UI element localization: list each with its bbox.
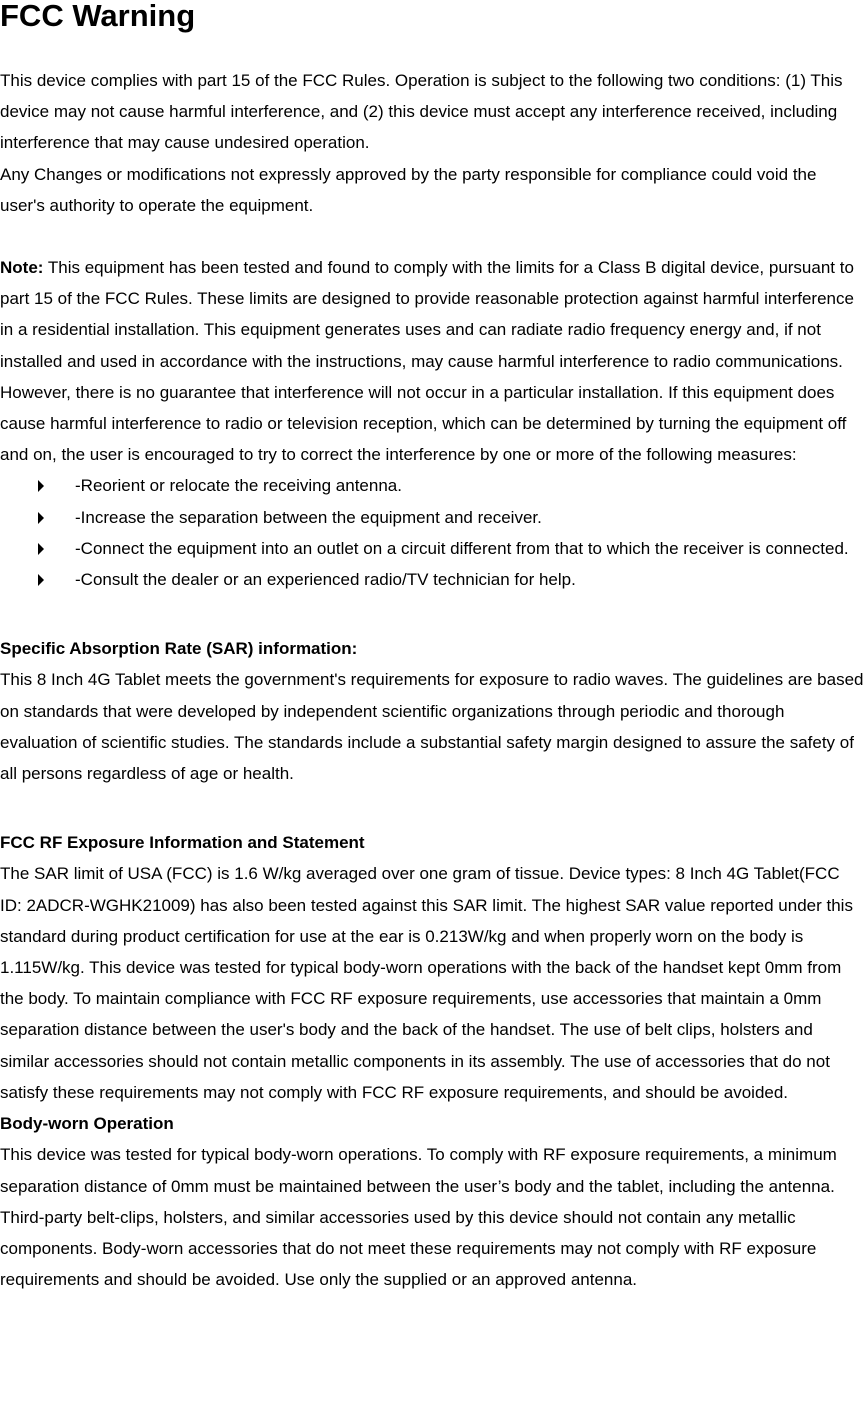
measure-text: -Reorient or relocate the receiving antenna. [75, 476, 402, 496]
list-item [0, 564, 865, 595]
note-label: Note: [0, 258, 44, 278]
note-text: This equipment has been tested and found to comply with the limits for a Class B digital device, pursuant to part 15 of the FCC Rules. These limits are designed to provide reasonable protection against harmful interference in a residential installation. This equipment generates uses and can radiate radio frequency energy and, if not installed and used in accordance with the instructions, may cause harmful interference to radio communications. However, there is no guarantee that interference will not occur in a particular installation. If this equipment does cause harmful interference to radio or television reception, which can be determined by turning the equipment off and on, the user is encouraged to try to correct the interference by one or more of the following measures: [0, 258, 854, 465]
body-worn-paragraph: This device was tested for typical body-worn operations. To comply with RF exposure requirements, a minimum separation distance of 0mm must be maintained between the user’s body and the tablet, including the antenna. Third-party belt-clips, holsters, and similar accessories used by this device should not contain any metallic components. Body-worn accessories that do not meet these requirements may not comply with RF exposure requirements and should be avoided. Use only the supplied or an approved antenna. [0, 1145, 837, 1290]
measure-text: -Increase the separation between the equipment and receiver. [75, 507, 542, 527]
sar-heading: Specific Absorption Rate (SAR) information: [0, 639, 358, 659]
measure-text: -Consult the dealer or an experienced radio/TV technician for help. [75, 570, 576, 590]
intro-conditions-paragraph: This device complies with part 15 of the FCC Rules. Operation is subject to the following two conditions: (1) This device may not cause harmful interference, and (2) this device must accept any interference received, including interference that may cause undesired operation. [0, 71, 843, 153]
spacer [0, 221, 865, 252]
body-worn-heading: Body-worn Operation [0, 1114, 174, 1134]
sar-paragraph: This 8 Inch 4G Tablet meets the government's requirements for exposure to radio waves. The guidelines are based on standards that were developed by independent scientific organizations through periodic and thorough evaluation of scientific studies. The standards include a substantial safety margin designed to assure the safety of all persons regardless of age or health. [0, 670, 864, 784]
rf-exposure-heading: FCC RF Exposure Information and Statement [0, 833, 365, 853]
spacer [0, 31, 865, 65]
measure-text: -Connect the equipment into an outlet on a circuit different from that to which the receiver is connected. [75, 538, 849, 558]
triangle-bullet-icon [38, 512, 44, 524]
spacer [0, 789, 865, 827]
triangle-bullet-icon [38, 480, 44, 492]
intro-changes-paragraph: Any Changes or modifications not expressly approved by the party responsible for compliance could void the user's authority to operate the equipment. [0, 164, 817, 215]
measures-list [0, 470, 865, 595]
triangle-bullet-icon [38, 574, 44, 586]
note-paragraph [0, 252, 865, 470]
list-item [0, 502, 865, 533]
page-title: FCC Warning [0, 0, 196, 33]
triangle-bullet-icon [38, 543, 44, 555]
spacer [0, 595, 865, 633]
list-item [0, 470, 865, 501]
rf-exposure-paragraph: The SAR limit of USA (FCC) is 1.6 W/kg averaged over one gram of tissue. Device types: 8 Inch 4G Tablet(FCC ID: 2ADCR-WGHK21009) has also been tested against this SAR limit. The highest SAR value reported under this standard during product certification for use at the ear is 0.213W/kg and when properly worn on the body is 1.115W/kg. This device was tested for typical body-worn operations with the back of the handset kept 0mm from the body. To maintain compliance with FCC RF exposure requirements, use accessories that maintain a 0mm separation distance between the user's body and the back of the handset. The use of belt clips, holsters and similar accessories should not contain metallic components in its assembly. The use of accessories that do not satisfy these requirements may not comply with FCC RF exposure requirements, and should be avoided. [0, 864, 853, 1102]
list-item [0, 533, 865, 564]
